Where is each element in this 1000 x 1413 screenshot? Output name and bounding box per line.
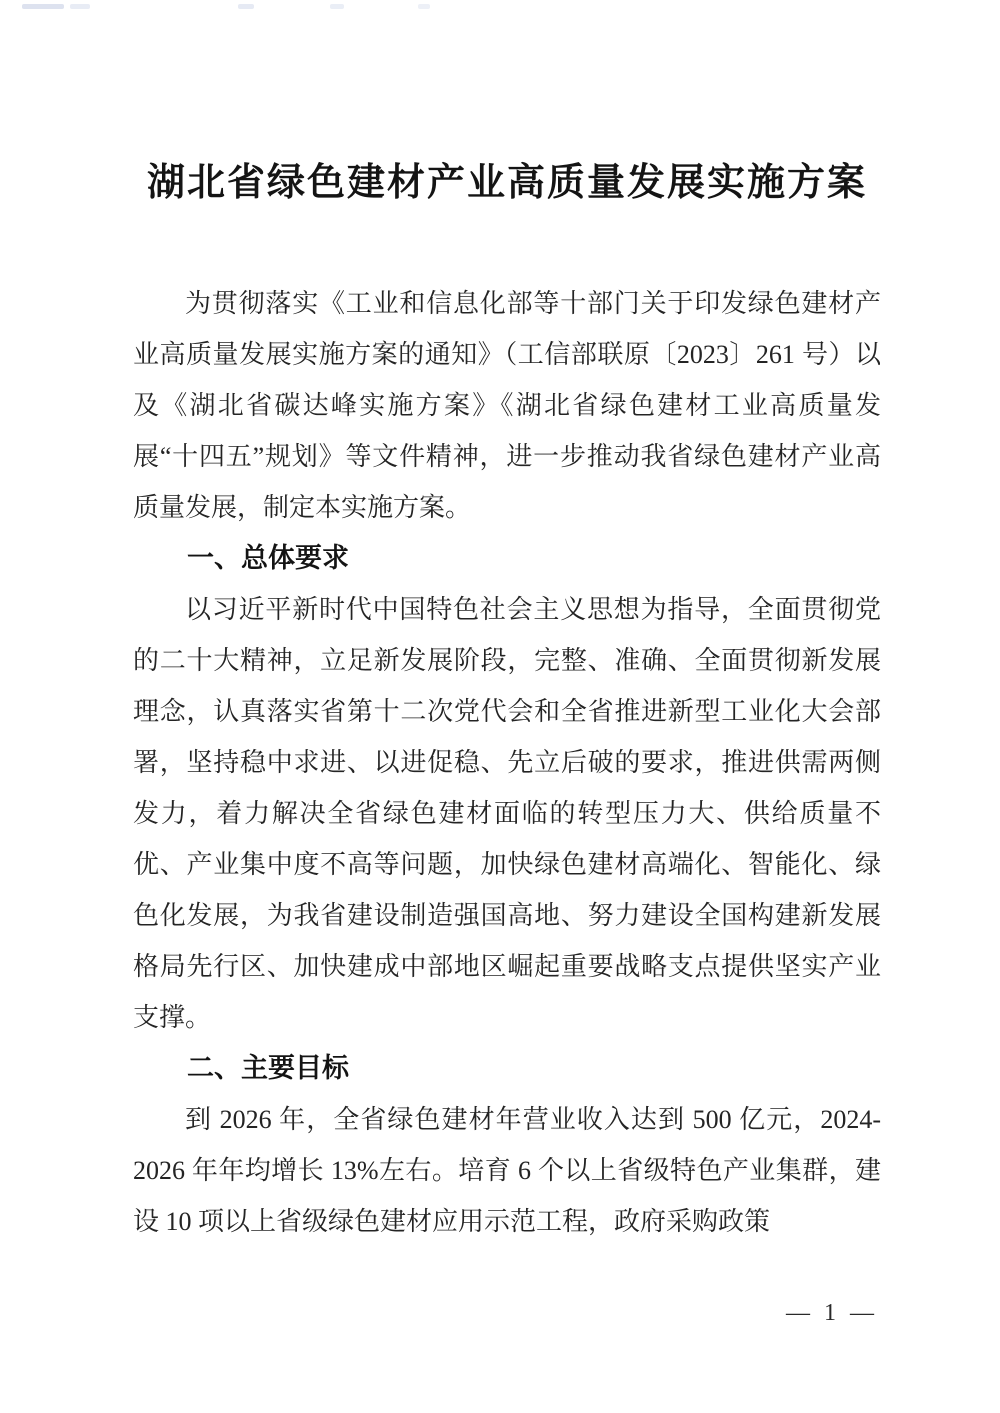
document-title: 湖北省绿色建材产业高质量发展实施方案 (146, 162, 867, 204)
scan-artifact (22, 4, 64, 9)
section-heading-main-goals: 二、主要目标 (187, 1053, 349, 1083)
document-page (133, 0, 881, 1247)
paragraph-main-goals: 到 2026 年，全省绿色建材年营业收入达到 500 亿元，2024-2026 年年均增长 13%左右。培育 6 个以上省级特色产业集群，建设 10 项以上省级绿色建材应用示范工程，政府采购政策 (133, 1105, 881, 1236)
section-heading-overall-requirements: 一、总体要求 (187, 543, 349, 573)
paragraph-preamble: 为贯彻落实《工业和信息化部等十部门关于印发绿色建材产业高质量发展实施方案的通知》（工信部联原〔2023〕261 号）以及《湖北省碳达峰实施方案》《湖北省绿色建材工业高质量发展“十四五”规划》等文件精神，进一步推动我省绿色建材产业高质量发展，制定本实施方案。 (133, 289, 881, 522)
scan-artifact (70, 4, 90, 9)
page-number: — 1 — (786, 1300, 878, 1326)
paragraph-overall-requirements: 以习近平新时代中国特色社会主义思想为指导，全面贯彻党的二十大精神，立足新发展阶段，完整、准确、全面贯彻新发展理念，认真落实省第十二次党代会和全省推进新型工业化大会部署，坚持稳中求进、以进促稳、先立后破的要求，推进供需两侧发力，着力解决全省绿色建材面临的转型压力大、供给质量不优、产业集中度不高等问题，加快绿色建材高端化、智能化、绿色化发展，为我省建设制造强国高地、努力建设全国构建新发展格局先行区、加快建成中部地区崛起重要战略支点提供坚实产业支撑。 (133, 595, 881, 1032)
